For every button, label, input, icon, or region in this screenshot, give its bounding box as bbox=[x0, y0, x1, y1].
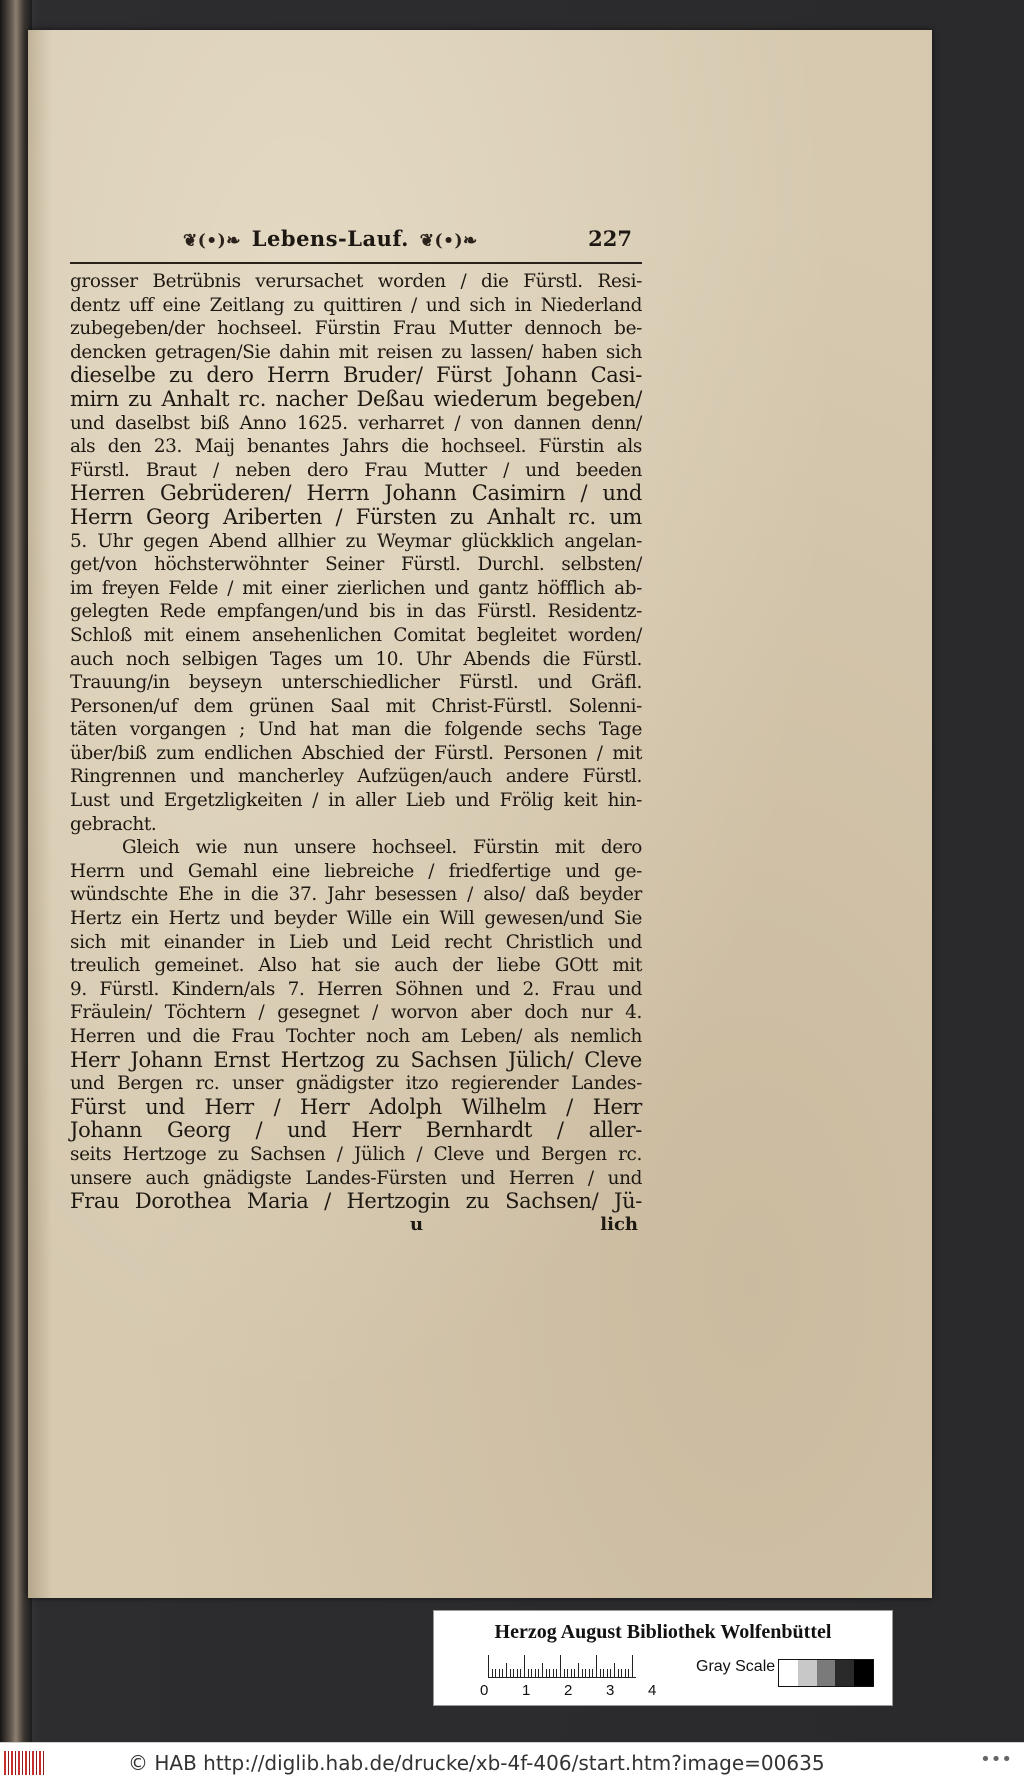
text-line: grosser Betrübnis verursachet worden / die Fürstl. Resi- bbox=[70, 271, 642, 292]
gray-swatch bbox=[779, 1660, 798, 1686]
text-line: über/biß zum endlichen Abschied der Fürstl. Personen / mit bbox=[70, 742, 642, 764]
ruler-tick bbox=[571, 1669, 572, 1677]
ruler-tick bbox=[535, 1669, 536, 1677]
running-head bbox=[70, 222, 642, 264]
library-color-card bbox=[433, 1610, 893, 1706]
scanned-page bbox=[28, 30, 932, 1598]
ruler-tick bbox=[517, 1669, 518, 1677]
ruler-tick bbox=[531, 1669, 532, 1677]
ruler-tick bbox=[492, 1669, 493, 1677]
text-line: get/von höchsterwöhnter Seiner Fürstl. Durchl. selbsten/ bbox=[70, 554, 642, 576]
text-line: Herr Johann Ernst Hertzog zu Sachsen Jülich/ Cleve bbox=[70, 1047, 642, 1072]
text-line: Fräulein/ Töchtern / gesegnet / worvon aber doch nur 4. bbox=[70, 1002, 642, 1024]
ruler-tick bbox=[513, 1669, 514, 1677]
text-line: Herrn Georg Ariberten / Fürsten zu Anhalt rc. um bbox=[70, 504, 642, 529]
text-line: Personen/uf dem grünen Saal mit Christ-Fürstl. Solenni- bbox=[70, 695, 642, 717]
ruler-tick bbox=[488, 1655, 489, 1677]
ruler-tick bbox=[589, 1669, 590, 1677]
text-block bbox=[70, 222, 642, 1342]
ruler-tick bbox=[621, 1669, 622, 1677]
ruler-tick bbox=[578, 1663, 579, 1677]
text-line: wündschte Ehe in die 37. Jahr besessen / also/ daß beyder bbox=[70, 884, 642, 906]
catchword: lich bbox=[600, 1213, 638, 1235]
ruler-tick bbox=[610, 1669, 611, 1677]
ruler-tick bbox=[564, 1669, 565, 1677]
text-line: sich mit einander in Lieb und Leid recht Christlich und bbox=[70, 931, 642, 953]
gray-swatch bbox=[854, 1660, 873, 1686]
ruler-tick bbox=[506, 1663, 507, 1677]
page-foot bbox=[70, 1214, 642, 1240]
text-line: Lust und Ergetzligkeiten / in aller Lieb und Frölig keit hin- bbox=[70, 790, 642, 812]
ruler-tick bbox=[528, 1669, 529, 1677]
ruler-label: 1 bbox=[522, 1682, 531, 1699]
text-line: Schloß mit einem ansehenlichen Comitat begleitet worden/ bbox=[70, 624, 642, 646]
text-line: 9. Fürstl. Kindern/als 7. Herren Söhnen und 2. Frau und bbox=[70, 978, 642, 1000]
text-line: gebracht. bbox=[70, 813, 157, 835]
ruler-tick bbox=[567, 1669, 568, 1677]
ruler-tick bbox=[538, 1669, 539, 1677]
ruler-tick bbox=[600, 1669, 601, 1677]
text-line: im freyen Felde / mit einer zierlichen und gantz höfflich ab- bbox=[70, 577, 642, 599]
gray-scale-strip bbox=[778, 1659, 874, 1687]
text-line: als den 23. Maij benantes Jahrs die hochseel. Fürstin als bbox=[70, 436, 642, 458]
ornament-left-icon: ❦(•)❧ bbox=[183, 231, 241, 251]
text-line: Frau Dorothea Maria / Hertzogin zu Sachsen/ Jü- bbox=[70, 1189, 642, 1214]
ruler-tick bbox=[592, 1669, 593, 1677]
scale-ruler bbox=[488, 1655, 636, 1678]
ruler-label: 4 bbox=[648, 1682, 657, 1699]
ruler-tick bbox=[546, 1669, 547, 1677]
ruler-tick bbox=[574, 1669, 575, 1677]
text-line: mirn zu Anhalt rc. nacher Deßau wiederum begeben/ bbox=[70, 386, 642, 411]
text-line: seits Hertzoge zu Sachsen / Jülich / Cleve und Bergen rc. bbox=[70, 1143, 642, 1165]
text-line: Ringrennen und mancherley Aufzügen/auch andere Fürstl. bbox=[70, 766, 642, 788]
status-bar bbox=[0, 1742, 1024, 1782]
ruler-tick bbox=[524, 1655, 525, 1677]
ruler-tick bbox=[495, 1669, 496, 1677]
ruler-tick bbox=[549, 1669, 550, 1677]
ruler-tick bbox=[632, 1655, 633, 1677]
signature-mark: u bbox=[410, 1213, 424, 1235]
text-line: Fürstl. Braut / neben dero Frau Mutter / und beeden bbox=[70, 459, 642, 481]
gray-swatch bbox=[835, 1660, 854, 1686]
text-line: Herren Gebrüderen/ Herrn Johann Casimirn / und bbox=[70, 481, 642, 506]
page-number: 227 bbox=[588, 226, 632, 251]
text-line: Fürst und Herr / Herr Adolph Wilhelm / Herr bbox=[70, 1094, 642, 1119]
ruler-tick bbox=[542, 1663, 543, 1677]
ruler-tick bbox=[585, 1669, 586, 1677]
gray-swatch bbox=[817, 1660, 836, 1686]
text-line: treulich gemeinet. Also hat sie auch der liebe GOtt mit bbox=[70, 955, 642, 977]
ruler-tick bbox=[582, 1669, 583, 1677]
ruler-tick bbox=[618, 1669, 619, 1677]
status-url-text: © HAB http://diglib.hab.de/drucke/xb-4f-406/start.htm?image=00635 bbox=[128, 1751, 825, 1775]
more-menu-icon[interactable]: ••• bbox=[980, 1749, 1012, 1770]
text-line: unsere auch gnädigste Landes-Fürsten und Herren / und bbox=[70, 1167, 642, 1189]
ruler-label: 0 bbox=[480, 1682, 489, 1699]
ruler-tick bbox=[603, 1669, 604, 1677]
text-line: gelegten Rede empfangen/und bis in das Fürstl. Residentz- bbox=[70, 601, 642, 623]
body-text bbox=[70, 270, 642, 1214]
library-card-title: Herzog August Bibliothek Wolfenbüttel bbox=[494, 1621, 832, 1643]
ruler-tick bbox=[553, 1669, 554, 1677]
ruler-tick bbox=[560, 1655, 561, 1677]
text-line: Hertz ein Hertz und beyder Wille ein Will gewesen/und Sie bbox=[70, 908, 642, 930]
ruler-tick bbox=[628, 1669, 629, 1677]
text-line: dieselbe zu dero Herrn Bruder/ Fürst Johann Casi- bbox=[70, 363, 642, 388]
running-head-title-group bbox=[180, 226, 481, 251]
ruler-tick bbox=[556, 1669, 557, 1677]
ruler-label: 2 bbox=[564, 1682, 573, 1699]
ruler-label: 3 bbox=[606, 1682, 615, 1699]
ruler-tick bbox=[625, 1669, 626, 1677]
text-line: 5. Uhr gegen Abend allhier zu Weymar glückklich angelan- bbox=[70, 530, 642, 552]
ornament-right-icon: ❦(•)❧ bbox=[419, 231, 478, 251]
text-line: täten vorgangen ; Und hat man die folgende sechs Tage bbox=[70, 719, 642, 741]
text-line: und daselbst biß Anno 1625. verharret / von dannen denn/ bbox=[70, 412, 642, 434]
text-line: auch noch selbigen Tages um 10. Uhr Abends die Fürstl. bbox=[70, 648, 642, 670]
ruler-tick bbox=[614, 1663, 615, 1677]
ruler-tick bbox=[520, 1669, 521, 1677]
ruler-tick bbox=[510, 1669, 511, 1677]
ruler-tick bbox=[596, 1655, 597, 1677]
gray-scale-label: Gray Scale bbox=[696, 1658, 776, 1675]
text-line: dencken getragen/Sie dahin mit reisen zu lassen/ haben sich bbox=[70, 341, 642, 363]
text-line: zubegeben/der hochseel. Fürstin Frau Mutter dennoch be- bbox=[70, 318, 642, 340]
ruler-tick bbox=[502, 1669, 503, 1677]
text-line: Herren und die Frau Tochter noch am Leben/ als nemlich bbox=[70, 1026, 642, 1047]
text-line: dentz uff eine Zeitlang zu quittiren / und sich in Niederland bbox=[70, 294, 642, 316]
text-line: und Bergen rc. unser gnädigster itzo regierender Landes- bbox=[70, 1073, 642, 1095]
text-line: Johann Georg / und Herr Bernhardt / aller- bbox=[70, 1118, 642, 1143]
text-line: Herrn und Gemahl eine liebreiche / friedfertige und ge- bbox=[70, 860, 642, 882]
ruler-tick bbox=[499, 1669, 500, 1677]
running-head-title: Lebens-Lauf. bbox=[251, 226, 409, 251]
gray-swatch bbox=[798, 1660, 817, 1686]
text-line: Trauung/in beyseyn unterschiedlicher Fürstl. und Gräfl. bbox=[70, 672, 642, 694]
ruler-tick bbox=[607, 1669, 608, 1677]
barcode-logo-icon bbox=[4, 1751, 46, 1775]
text-line: Gleich wie nun unsere hochseel. Fürstin mit dero bbox=[122, 837, 642, 859]
